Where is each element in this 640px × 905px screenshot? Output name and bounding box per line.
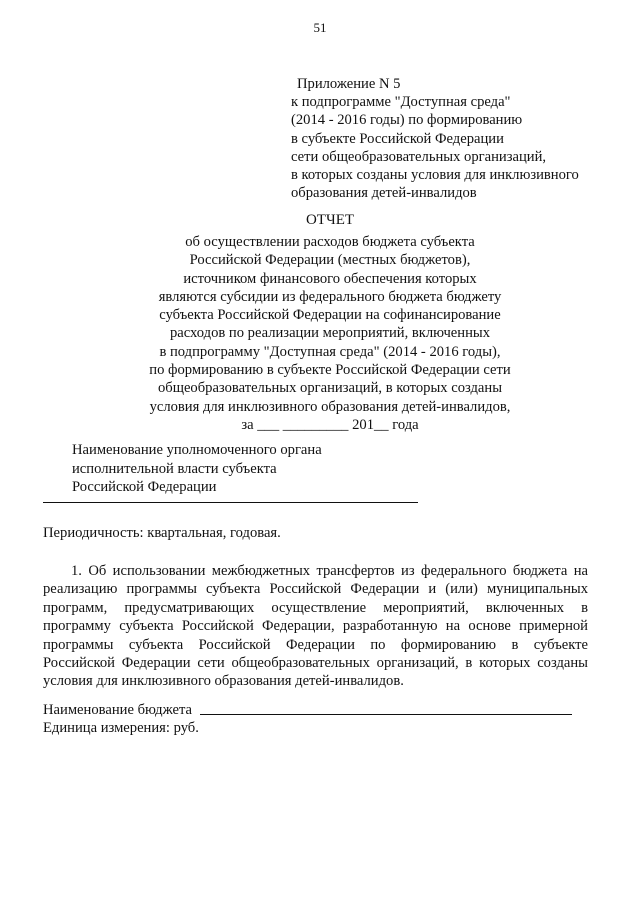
paragraph-line: 1. Об использовании межбюджетных трансфертов из федерального бюджета на xyxy=(71,563,588,579)
unit-label: Единица измерения: руб. xyxy=(43,720,199,736)
section-1-paragraph xyxy=(43,562,588,691)
page-number: 51 xyxy=(313,20,327,35)
paragraph-line: Российской Федерации сети общеобразовательных организаций, в которых созданы xyxy=(43,655,588,672)
appendix-line: Приложение N 5 xyxy=(297,76,401,92)
periodicity-text: Периодичность: квартальная, годовая. xyxy=(43,525,281,541)
appendix-line: образования детей-инвалидов xyxy=(291,185,477,202)
budget-name-fill-line[interactable] xyxy=(200,714,572,715)
appendix-line: в которых созданы условия для инклюзивного xyxy=(291,167,579,184)
authority-fill-line[interactable] xyxy=(43,502,418,503)
paragraph-line: программ, предусматривающих осуществление мероприятий, включенных в xyxy=(43,599,588,616)
paragraph-line: программы субъекта Российской Федерации по формированию в субъекте xyxy=(43,636,588,653)
appendix-line: сети общеобразовательных организаций, xyxy=(291,148,547,165)
appendix-line: (2014 - 2016 годы) по формированию xyxy=(291,112,523,129)
budget-name-label: Наименование бюджета xyxy=(43,702,192,718)
authority-line: Российской Федерации xyxy=(72,479,217,496)
report-line: субъекта Российской Федерации на софинансирование xyxy=(159,307,501,324)
report-line: общеобразовательных организаций, в которых созданы xyxy=(157,380,503,397)
report-subtitle xyxy=(0,233,640,434)
report-line: расходов по реализации мероприятий, включенных xyxy=(169,325,491,342)
report-title: ОТЧЕТ xyxy=(305,212,355,228)
report-line: Российской Федерации (местных бюджетов), xyxy=(189,252,471,269)
report-line: условия для инклюзивного образования детей-инвалидов, xyxy=(149,398,511,415)
authority-line: Наименование уполномоченного органа xyxy=(72,442,322,458)
report-line: являются субсидии из федерального бюджета бюджету xyxy=(158,288,502,305)
paragraph-line: программу субъекта Российской Федерации, разработанную на основе примерной xyxy=(43,618,588,635)
appendix-header xyxy=(291,75,579,202)
report-line: по формированию в субъекте Российской Федерации сети xyxy=(149,362,511,379)
paragraph-line: реализацию программы субъекта Российской Федерации и (или) муниципальных xyxy=(43,581,588,598)
report-line: в подпрограмму "Доступная среда" (2014 - 2016 годы), xyxy=(159,343,501,360)
report-period-line: за ___ _________ 201__ года xyxy=(241,416,419,433)
appendix-line: к подпрограмме "Доступная среда" xyxy=(291,94,511,111)
paragraph-line: условия для инклюзивного образования детей-инвалидов. xyxy=(43,673,404,690)
appendix-line: в субъекте Российской Федерации xyxy=(291,130,504,147)
report-line: источником финансового обеспечения которых xyxy=(183,270,477,287)
report-line: об осуществлении расходов бюджета субъекта xyxy=(185,234,475,250)
authority-label xyxy=(72,441,322,497)
authority-line: исполнительной власти субъекта xyxy=(72,460,277,477)
